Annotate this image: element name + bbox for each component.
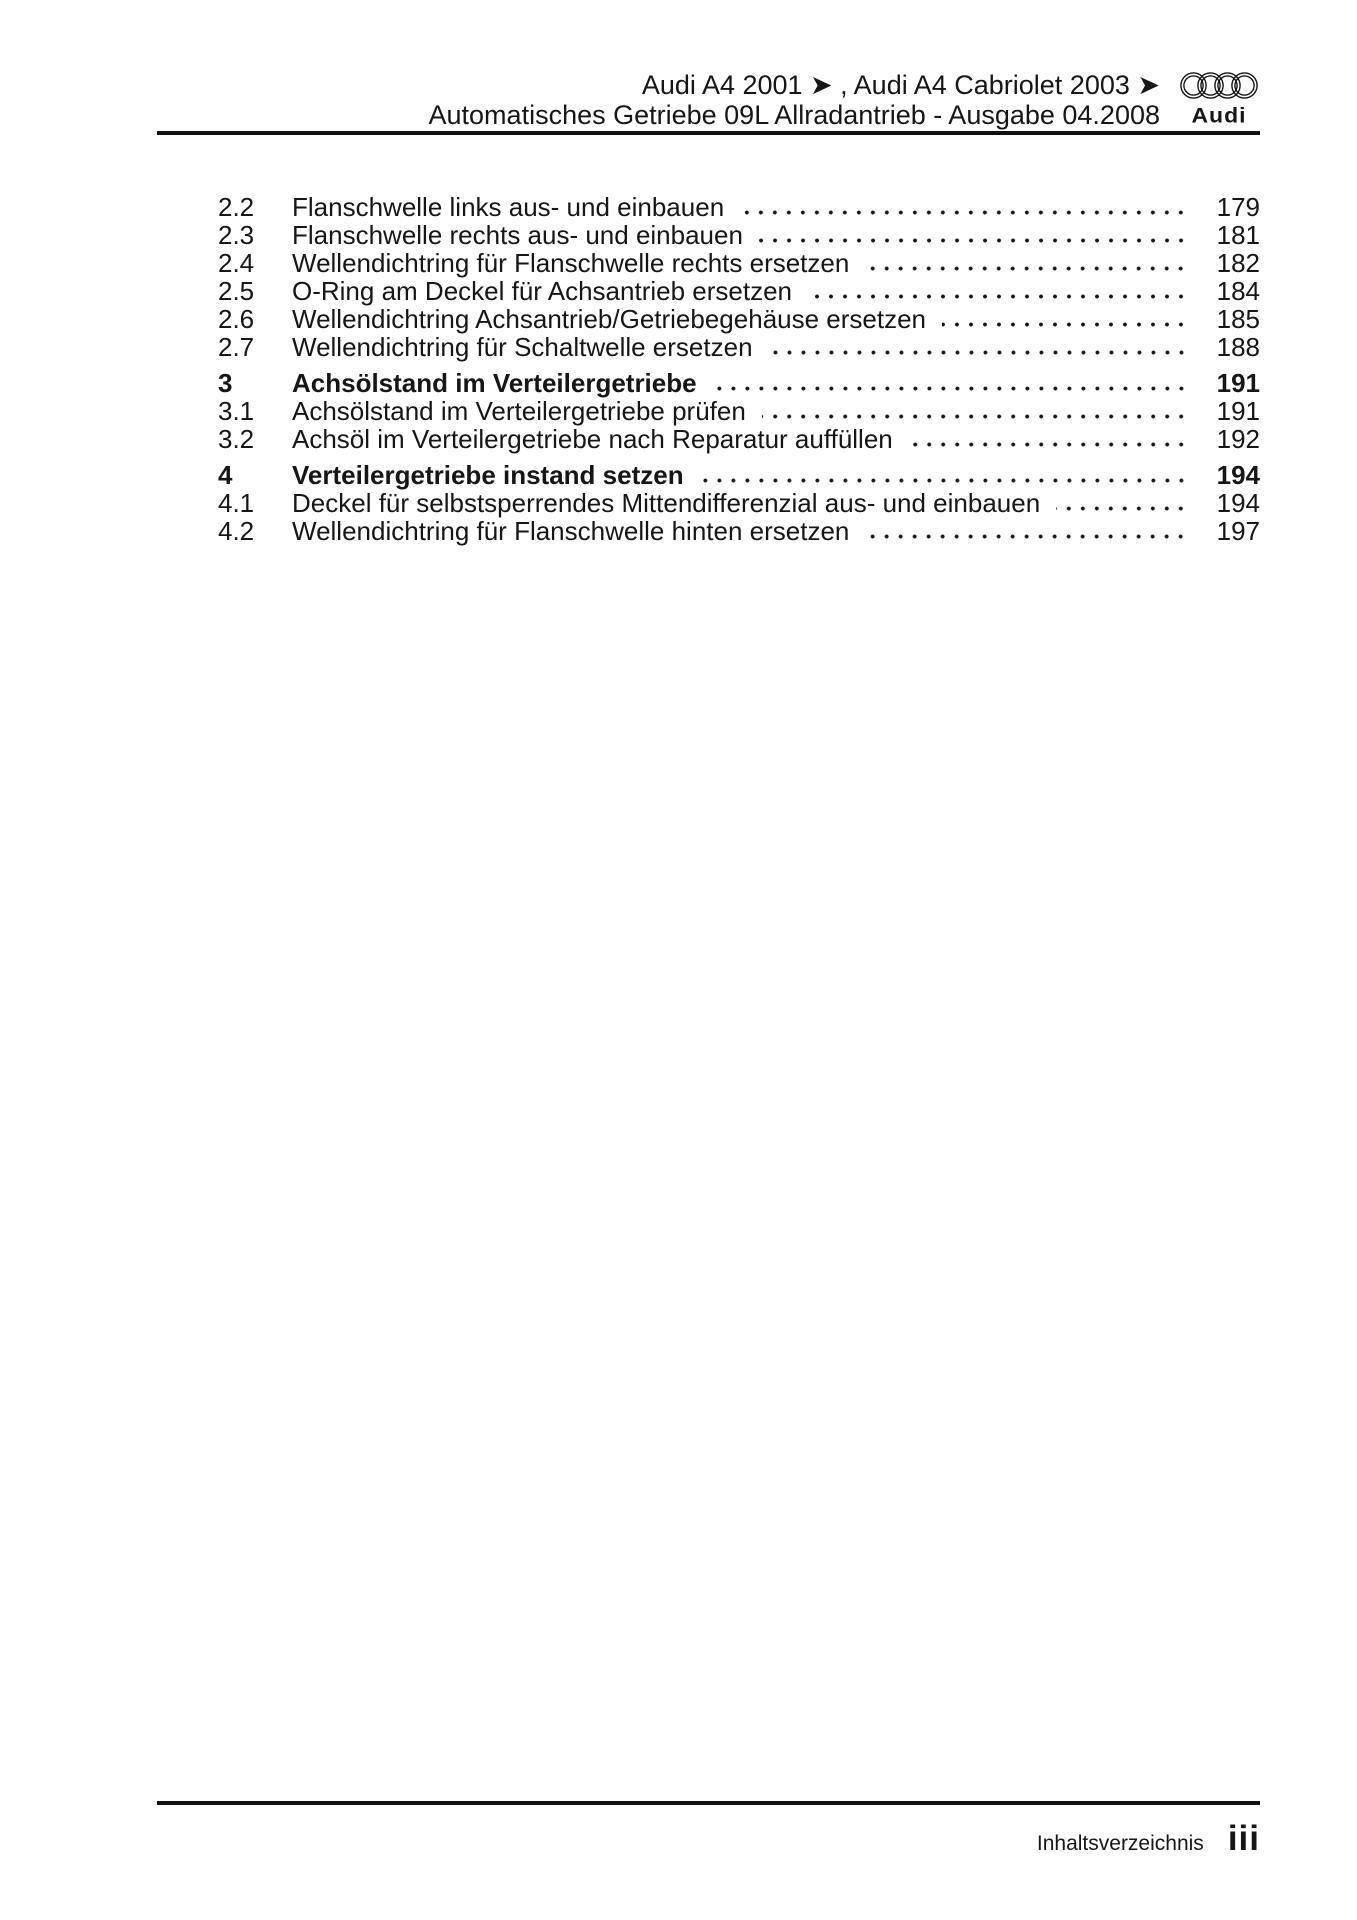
toc-entry[interactable] — [157, 489, 1260, 517]
toc-entry-title: Achsölstand im Verteilergetriebe — [292, 368, 697, 398]
toc-entry[interactable] — [157, 305, 1260, 333]
toc-entry-title: Verteilergetriebe instand setzen — [292, 460, 684, 490]
toc-entry-title: Achsölstand im Verteilergetriebe prüfen — [292, 396, 746, 426]
toc-entry-number: 4.1 — [218, 488, 255, 518]
toc-list — [157, 193, 1260, 545]
toc-entry[interactable] — [157, 461, 1260, 489]
toc-entry-number: 4.2 — [218, 516, 255, 546]
footer-section-label: Inhaltsverzeichnis — [1036, 1832, 1204, 1855]
toc-leader-dots — [1056, 506, 1188, 511]
toc-entry-page: 185 — [1216, 304, 1260, 334]
toc-leader-dots — [762, 414, 1188, 419]
page-header — [157, 70, 1260, 135]
header-document-line: Automatisches Getriebe 09L Allradantrieb - Ausgabe 04.2008 — [428, 100, 1160, 130]
toc-entry-number: 2.6 — [218, 304, 255, 334]
toc-entry-title: Wellendichtring für Flanschwelle hinten ersetzen — [292, 516, 850, 546]
audi-rings-icon — [1179, 70, 1259, 101]
toc-entry-title: Wellendichtring Achsantrieb/Getriebegehäuse ersetzen — [292, 304, 927, 334]
toc-entry[interactable] — [157, 397, 1260, 425]
toc-leader-dots — [713, 386, 1188, 391]
toc-entry-number: 3 — [218, 368, 233, 398]
toc-entry[interactable] — [157, 369, 1260, 397]
toc-entry[interactable] — [157, 277, 1260, 305]
toc-entry-page: 179 — [1216, 192, 1260, 222]
toc-leader-dots — [700, 478, 1188, 483]
toc-leader-dots — [942, 322, 1188, 327]
toc-leader-dots — [909, 442, 1188, 447]
toc-entry[interactable] — [157, 249, 1260, 277]
page-footer — [157, 1801, 1260, 1859]
toc-leader-dots — [769, 350, 1188, 355]
toc-entry-number: 2.5 — [218, 276, 255, 306]
toc-entry-page: 191 — [1216, 396, 1260, 426]
toc-leader-dots — [759, 238, 1188, 243]
header-model-line: Audi A4 2001 ➤ , Audi A4 Cabriolet 2003 ➤ — [641, 70, 1160, 100]
toc-entry-title: O-Ring am Deckel für Achsantrieb ersetzen — [292, 276, 792, 306]
toc-entry[interactable] — [157, 333, 1260, 361]
toc-entry-number: 2.3 — [218, 220, 255, 250]
toc-entry-page: 194 — [1216, 488, 1260, 518]
audi-wordmark: Audi — [1191, 103, 1247, 127]
toc-entry-title: Wellendichtring für Flanschwelle rechts ersetzen — [292, 248, 850, 278]
toc-entry-page: 188 — [1216, 332, 1260, 362]
toc-entry[interactable] — [157, 221, 1260, 249]
toc-leader-dots — [808, 294, 1188, 299]
toc-entry-title: Achsöl im Verteilergetriebe nach Reparatur auffüllen — [292, 424, 893, 454]
toc-entry-page: 192 — [1216, 424, 1260, 454]
toc-entry-number: 4 — [218, 460, 233, 490]
toc-entry-page: 184 — [1216, 276, 1260, 306]
toc-entry-page: 197 — [1216, 516, 1260, 546]
toc-entry-number: 3.2 — [218, 424, 255, 454]
toc-entry-title: Deckel für selbstsperrendes Mittendifferenzial aus- und einbauen — [292, 488, 1041, 518]
header-rule — [157, 131, 1260, 135]
toc-entry-page: 194 — [1216, 460, 1260, 490]
toc-entry-title: Wellendichtring für Schaltwelle ersetzen — [292, 332, 753, 362]
toc-entry[interactable] — [157, 193, 1260, 221]
toc-entry-page: 182 — [1216, 248, 1260, 278]
footer-page-number: iii — [1227, 1819, 1260, 1858]
toc-entry-page: 181 — [1216, 220, 1260, 250]
brand-block — [1178, 70, 1260, 127]
toc-leader-dots — [865, 266, 1188, 271]
toc-entry-number: 2.4 — [218, 248, 255, 278]
toc-entry-number: 3.1 — [218, 396, 255, 426]
toc-entry-number: 2.7 — [218, 332, 255, 362]
toc-entry[interactable] — [157, 425, 1260, 453]
toc-entry-title: Flanschwelle links aus- und einbauen — [292, 192, 725, 222]
toc-entry-title: Flanschwelle rechts aus- und einbauen — [292, 220, 743, 250]
toc-leader-dots — [740, 210, 1188, 215]
toc-entry-number: 2.2 — [218, 192, 255, 222]
header-text — [157, 70, 1178, 130]
toc-entry[interactable] — [157, 517, 1260, 545]
toc-leader-dots — [865, 534, 1188, 539]
toc-entry-page: 191 — [1216, 368, 1260, 398]
